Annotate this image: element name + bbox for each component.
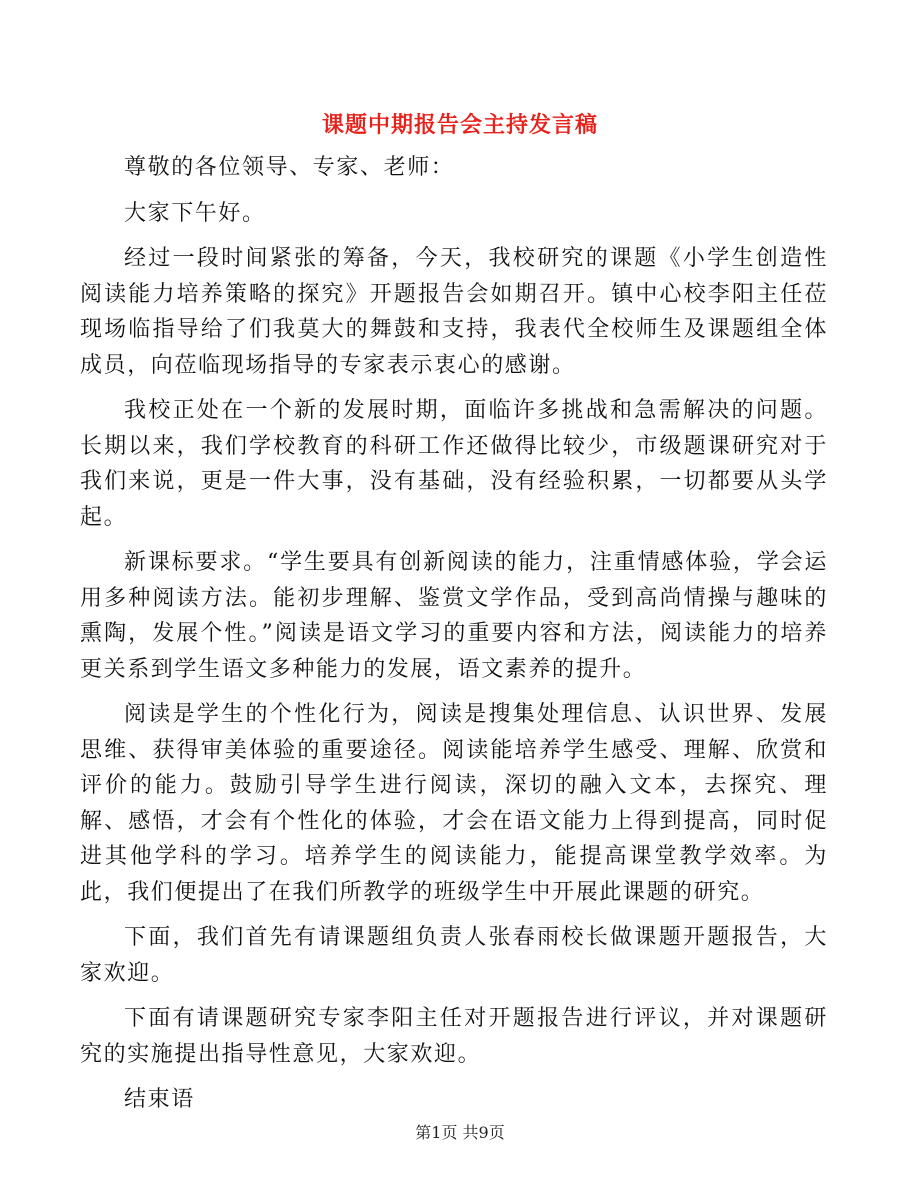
paragraph-closing: 结束语: [124, 1087, 195, 1112]
paragraph-curriculum: 新课标要求。“学生要具有创新阅读的能力，注重情感体验，学会运用多种阅读方法。能初步理解、鉴赏文学作品，受到高尚情操与趣味的熏陶，发展个性。”阅读是语文学习的重要内容和方法，阅读能力的培养更关系到学生语文多种能力的发展，语文素养的提升。: [80, 550, 828, 682]
paragraph-opening: 经过一段时间紧张的筹备，今天，我校研究的课题《小学生创造性阅读能力培养策略的探究》开题报告会如期召开。镇中心校李阳主任莅现场临指导给了们我莫大的舞鼓和支持，我表代全校师生及课题组全体成员，向莅临现场指导的专家表示衷心的感谢。: [80, 246, 828, 378]
paragraph-report-intro: 下面，我们首先有请课题组负责人张春雨校长做课题开题报告，大家欢迎。: [80, 925, 828, 986]
document-body: [80, 150, 828, 1128]
paragraph-salutation: 尊敬的各位领导、专家、老师：: [124, 155, 455, 180]
paragraph-greeting: 大家下午好。: [124, 200, 266, 226]
document-title: 课题中期报告会主持发言稿: [321, 112, 598, 138]
page-number: 第1页 共9页: [415, 1123, 505, 1142]
paragraph-expert-review: 下面有请课题研究专家李阳主任对开题报告进行评议，并对课题研究的实施提出指导性意见，大家欢迎。: [80, 1006, 828, 1067]
paragraph-background: 我校正处在一个新的发展时期，面临许多挑战和急需解决的问题。长期以来，我们学校教育的科研工作还做得比较少，市级题课研究对于我们来说，更是一件大事，没有基础，没有经验积累，一切都要从头学起。: [80, 398, 828, 530]
paragraph-reading: 阅读是学生的个性化行为，阅读是搜集处理信息、认识世界、发展思维、获得审美体验的重要途径。阅读能培养学生感受、理解、欣赏和评价的能力。鼓励引导学生进行阅读，深切的融入文本，去探究、理解、感悟，才会有个性化的体验，才会在语文能力上得到提高，同时促进其他学科的学习。培养学生的阅读能力，能提高课堂教学效率。为此，我们便提出了在我们所教学的班级学生中开展此课题的研究。: [80, 702, 828, 905]
